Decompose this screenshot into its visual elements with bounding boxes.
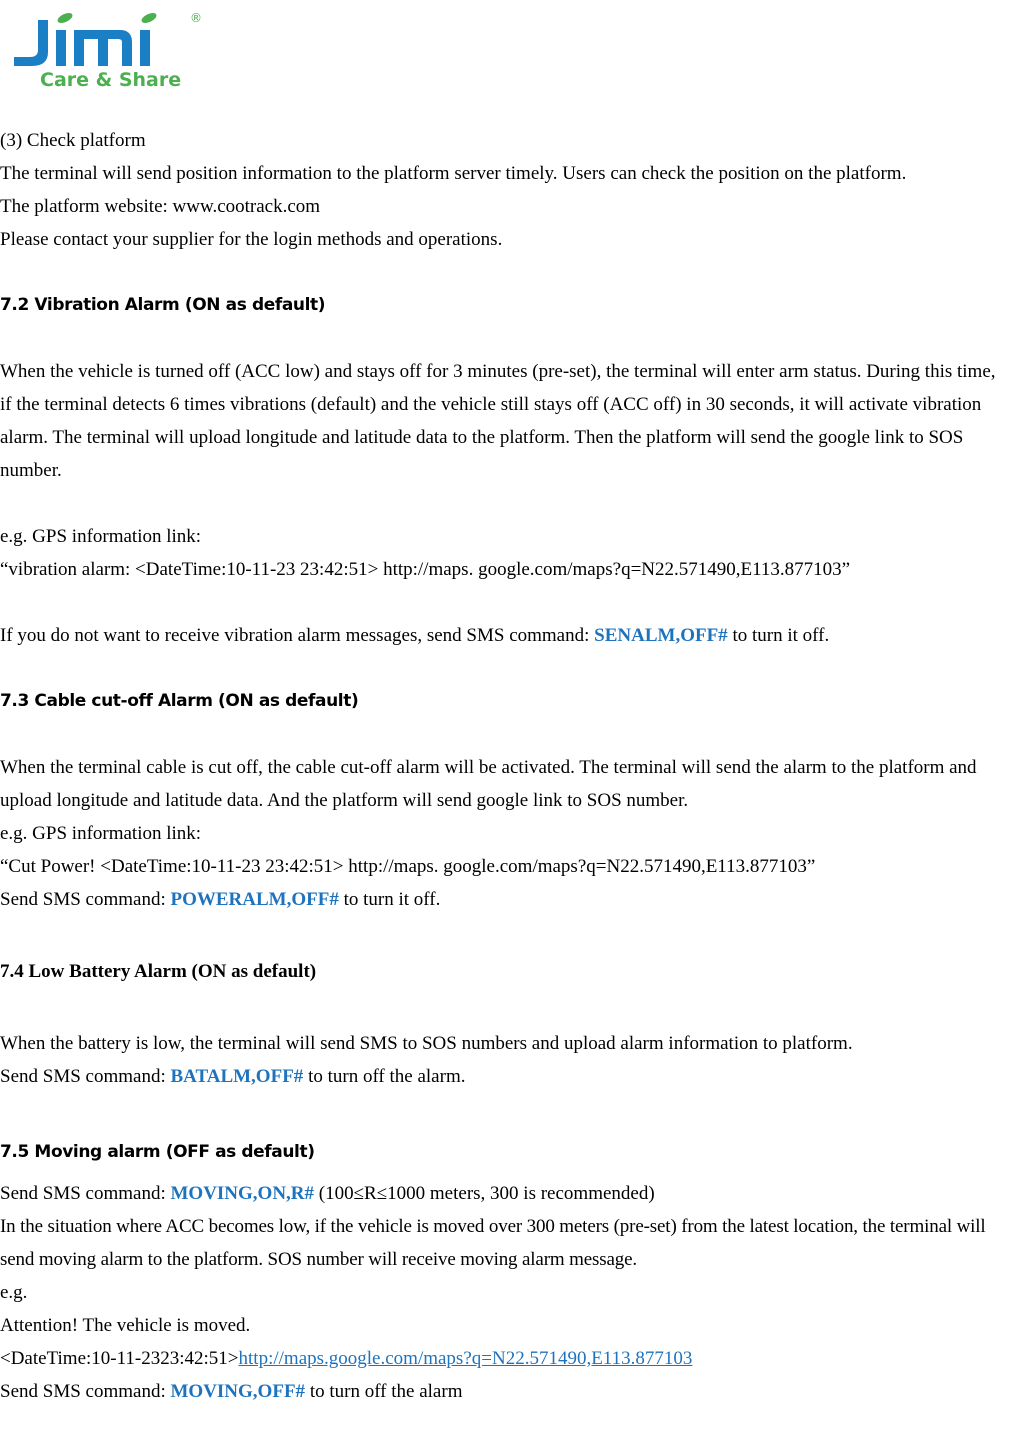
heading-7-5: 7.5 Moving alarm (OFF as default) [0,1142,315,1162]
platform-paragraph: The terminal will send position information to the platform server timely. Users can check the position on the platform. [0,163,907,184]
cable-eg-text: “Cut Power! <DateTime:10-11-23 23:42:51> http://maps. google.com/maps?q=N22.571490,E113.877103” [0,856,816,877]
command-suffix: to turn it off. [727,625,830,646]
spacer [0,487,1008,520]
sms-command-poweralm: POWERALM,OFF# [170,889,339,910]
command-suffix: to turn off the alarm [305,1381,463,1402]
battery-body: When the battery is low, the terminal will send SMS to SOS numbers and upload alarm information to platform. [0,1033,853,1054]
moving-body: In the situation where ACC becomes low, if the vehicle is moved over 300 meters (pre-set) from the latest location, the terminal will send moving alarm to the platform. SOS number will receive moving alarm message. [0,1216,986,1270]
moving-command-off-line [0,1375,1008,1408]
cable-body: When the terminal cable is cut off, the cable cut-off alarm will be activated. The terminal will send the alarm to the platform and upload longitude and latitude data. And the platform will send google link to SOS number. [0,757,977,811]
sms-command-batalm: BATALM,OFF# [170,1066,304,1087]
logo-tagline: Care & Share [40,69,182,90]
command-suffix: (100≤R≤1000 meters, 300 is recommended) [314,1183,655,1204]
vibration-body: When the vehicle is turned off (ACC low) and stays off for 3 minutes (pre-set), the terminal will enter arm status. During this time, if the terminal detects 6 times vibrations (default) and the vehicle still stays off (ACC off) in 30 seconds, it will activate vibration alarm. The terminal will upload longitude and latitude data to the platform. Then the platform will send the google link to SOS number. [0,361,996,481]
command-prefix: If you do not want to receive vibration alarm messages, send SMS command: [0,625,595,646]
document-body [0,124,1008,1408]
spacer [0,1093,1008,1126]
vibration-command-line [0,619,1008,652]
spacer [0,652,1008,685]
vibration-eg-label: e.g. GPS information link: [0,526,202,547]
sms-command-moving-off: MOVING,OFF# [170,1381,306,1402]
moving-eg-datetime: <DateTime:10-11-2323:42:51> [0,1348,239,1369]
heading-7-2: 7.2 Vibration Alarm (ON as default) [0,295,326,315]
cable-eg-label: e.g. GPS information link: [0,823,202,844]
heading-7-3: 7.3 Cable cut-off Alarm (ON as default) [0,691,359,711]
sms-command-moving-on: MOVING,ON,R# [170,1183,315,1204]
sms-command-senalm: SENALM,OFF# [594,625,728,646]
moving-eg-label: e.g. [0,1282,28,1303]
command-prefix: Send SMS command: [0,889,171,910]
moving-eg-line1: Attention! The vehicle is moved. [0,1315,251,1336]
command-suffix: to turn off the alarm. [303,1066,466,1087]
command-suffix: to turn it off. [338,889,441,910]
registered-mark: ® [190,11,202,25]
moving-eg-line2 [0,1342,1008,1375]
jimi-logo [10,6,210,90]
heading-7-4: 7.4 Low Battery Alarm (ON as default) [0,961,317,982]
spacer [0,586,1008,619]
spacer [0,916,1008,949]
command-prefix: Send SMS command: [0,1381,171,1402]
spacer [0,718,1008,751]
moving-command-on-line [0,1177,1008,1210]
platform-contact: Please contact your supplier for the login methods and operations. [0,229,503,250]
command-prefix: Send SMS command: [0,1183,171,1204]
platform-website: The platform website: www.cootrack.com [0,196,321,217]
jimi-logo-graphic [10,6,210,90]
spacer [0,322,1008,355]
spacer [0,988,1008,1021]
spacer [0,256,1008,289]
cable-command-line [0,883,1008,916]
google-maps-link[interactable]: http://maps.google.com/maps?q=N22.571490,E113.877103 [238,1348,693,1369]
vibration-eg-text: “vibration alarm: <DateTime:10-11-23 23:42:51> http://maps. google.com/maps?q=N22.571490,E113.877103” [0,559,851,580]
battery-command-line [0,1060,1008,1093]
command-prefix: Send SMS command: [0,1066,171,1087]
platform-title: (3) Check platform [0,130,146,151]
